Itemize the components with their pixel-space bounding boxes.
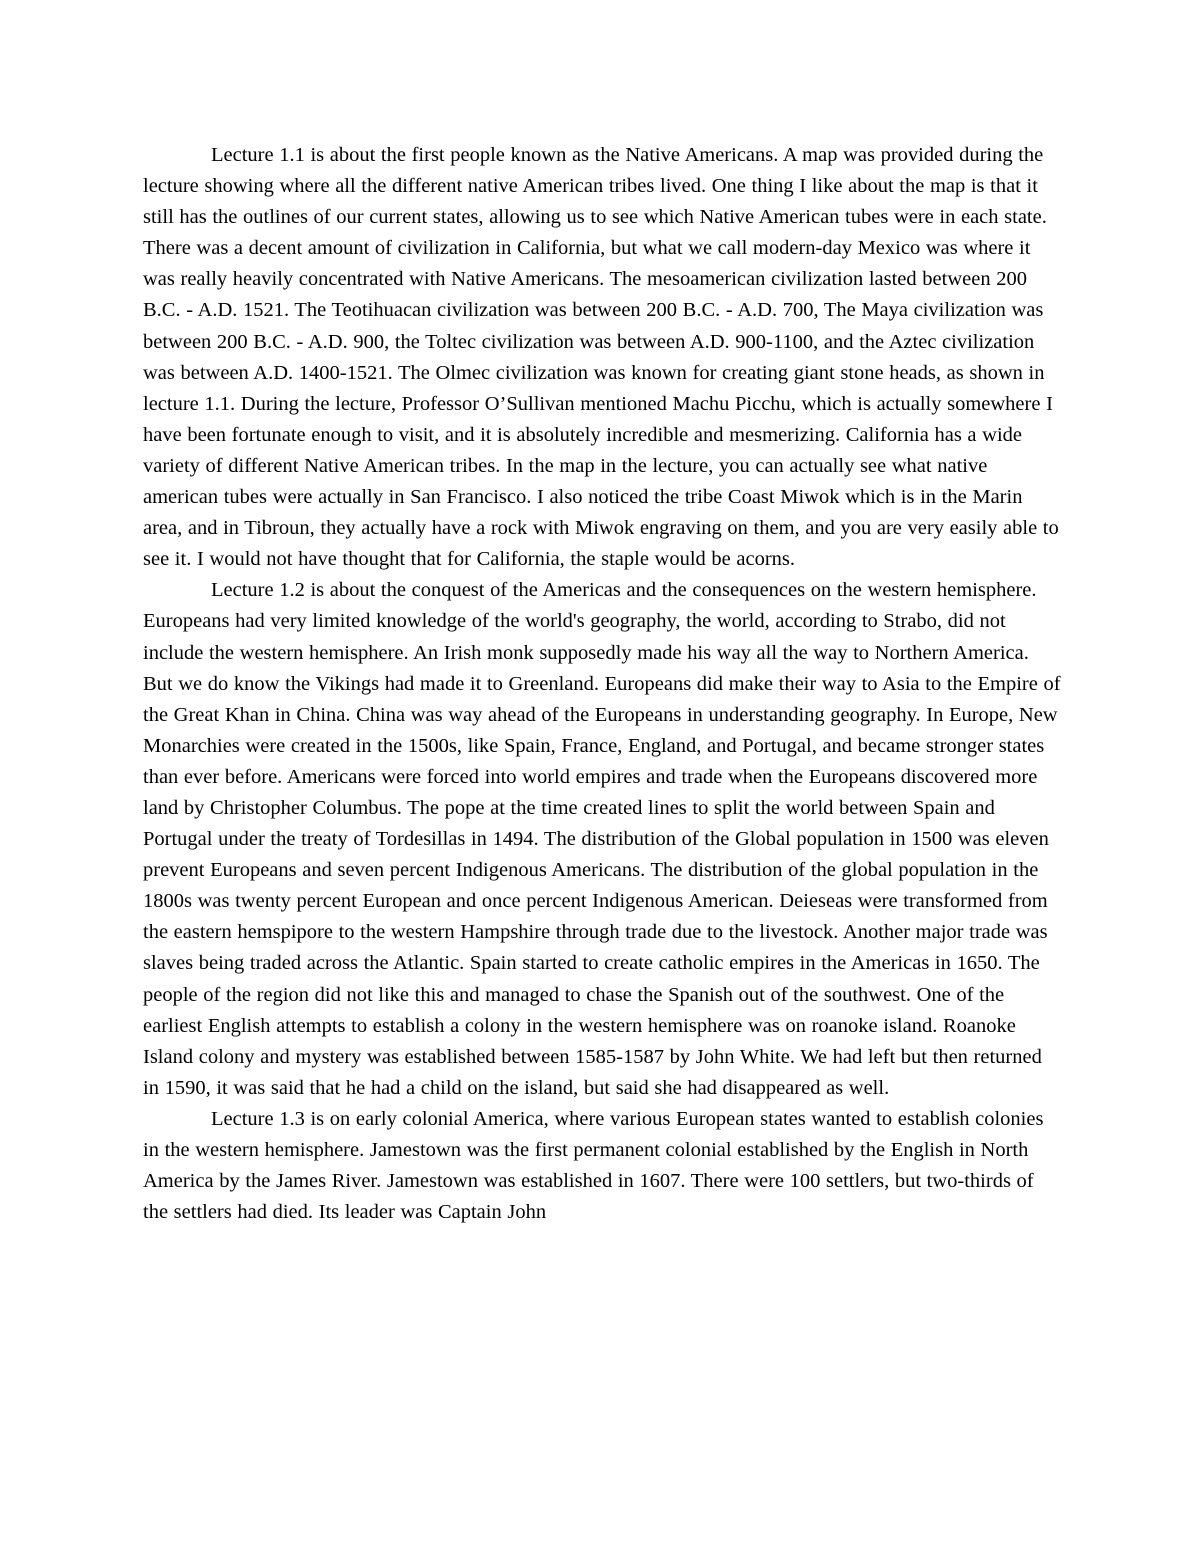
document-body <box>143 140 1063 1228</box>
paragraph-lecture-1-2: Lecture 1.2 is about the conquest of the Americas and the consequences on the western hemisphere. Europeans had very limited knowledge of the world's geography, the world, according to Strabo, did not include the western hemisphere. An Irish monk supposedly made his way all the way to Northern America. But we do know the Vikings had made it to Greenland. Europeans did make their way to Asia to the Empire of the Great Khan in China. China was way ahead of the Europeans in understanding geography. In Europe, New Monarchies were created in the 1500s, like Spain, France, England, and Portugal, and became stronger states than ever before. Americans were forced into world empires and trade when the Europeans discovered more land by Christopher Columbus. The pope at the time created lines to split the world between Spain and Portugal under the treaty of Tordesillas in 1494. The distribution of the Global population in 1500 was eleven prevent Europeans and seven percent Indigenous Americans. The distribution of the global population in the 1800s was twenty percent European and once percent Indigenous American. Deieseas were transformed from the eastern hemspipore to the western Hampshire through trade due to the livestock. Another major trade was slaves being traded across the Atlantic. Spain started to create catholic empires in the Americas in 1650. The people of the region did not like this and managed to chase the Spanish out of the southwest. One of the earliest English attempts to establish a colony in the western hemisphere was on roanoke island. Roanoke Island colony and mystery was established between 1585-1587 by John White. We had left but then returned in 1590, it was said that he had a child on the island, but said she had disappeared as well. <box>143 579 1061 1099</box>
paragraph-lecture-1-1: Lecture 1.1 is about the first people known as the Native Americans. A map was provided during the lecture showing where all the different native American tribes lived. One thing I like about the map is that it still has the outlines of our current states, allowing us to see which Native American tubes were in each state. There was a decent amount of civilization in California, but what we call modern-day Mexico was where it was really heavily concentrated with Native Americans. The mesoamerican civilization lasted between 200 B.C. - A.D. 1521. The Teotihuacan civilization was between 200 B.C. - A.D. 700, The Maya civilization was between 200 B.C. - A.D. 900, the Toltec civilization was between A.D. 900-1100, and the Aztec civilization was between A.D. 1400-1521. The Olmec civilization was known for creating giant stone heads, as shown in lecture 1.1. During the lecture, Professor O’Sullivan mentioned Machu Picchu, which is actually somewhere I have been fortunate enough to visit, and it is absolutely incredible and mesmerizing. California has a wide variety of different Native American tribes. In the map in the lecture, you can actually see what native american tubes were actually in San Francisco. I also noticed the tribe Coast Miwok which is in the Marin area, and in Tibroun, they actually have a rock with Miwok engraving on them, and you are very easily able to see it. I would not have thought that for California, the staple would be acorns. <box>143 144 1059 571</box>
paragraph-lecture-1-3: Lecture 1.3 is on early colonial America, where various European states wanted to establish colonies in the western hemisphere. Jamestown was the first permanent colonial established by the English in North America by the James River. Jamestown was established in 1607. There were 100 settlers, but two-thirds of the settlers had died. Its leader was Captain John <box>143 1107 1044 1224</box>
